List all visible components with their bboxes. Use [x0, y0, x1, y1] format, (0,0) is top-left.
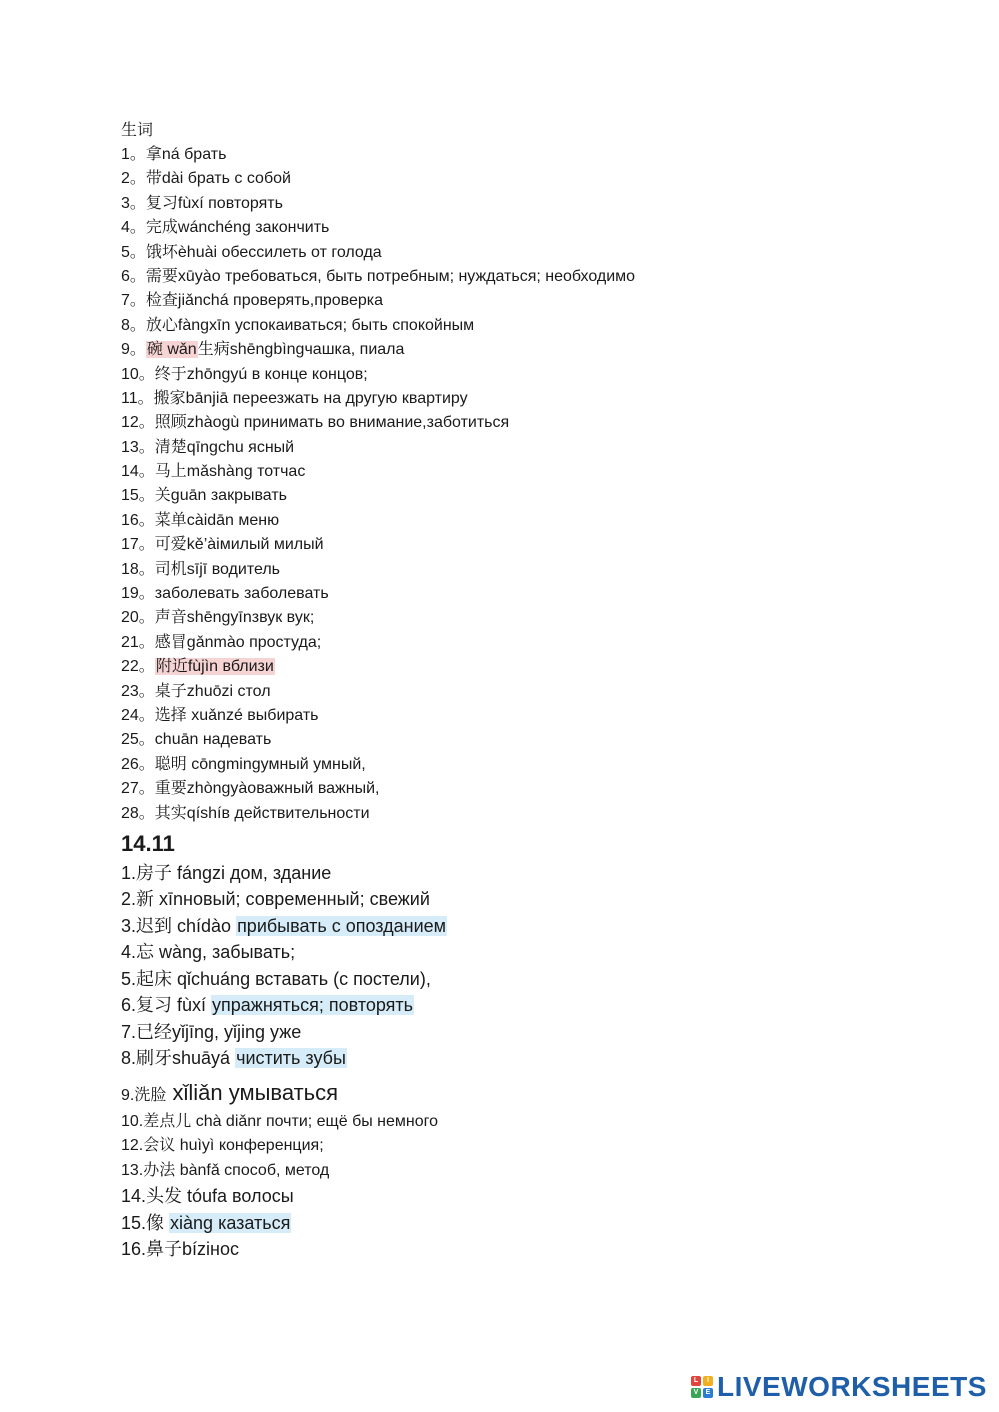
item-prefix: 9.洗脸	[121, 1086, 167, 1104]
item-prefix: 6.复习 fùxí	[121, 995, 212, 1016]
list-item	[121, 338, 981, 362]
list-item: 14。马上mǎshàng тотчас	[121, 463, 306, 481]
list-item: 17。可爱kě’àiмилый милый	[121, 536, 324, 554]
item-prefix: 22。	[121, 658, 155, 676]
vocab-list-2	[121, 860, 981, 1263]
list-item: 4.忘 wàng, забывать;	[121, 942, 296, 963]
list-item	[121, 1210, 981, 1237]
item-prefix: 9。	[121, 341, 146, 359]
list-item: 1。拿ná брать	[121, 146, 227, 163]
logo-tile: L	[691, 1376, 701, 1386]
list-item: 7.已经yǐjīng, yǐjing уже	[121, 1021, 302, 1042]
list-item: 16.鼻子bízінос	[121, 1239, 239, 1260]
item-prefix: 15.像	[121, 1212, 170, 1233]
item-rest: 生病shēngbìngчашка, пиала	[197, 341, 405, 359]
list-item: 27。重要zhòngyàoважный важный,	[121, 780, 380, 798]
list-item: 8。放心fàngxīn успокаиваться; быть спокойным	[121, 316, 475, 334]
list-item: 7。检查jiǎnchá проверять,проверка	[121, 292, 384, 310]
list-item	[121, 913, 981, 940]
worksheet-page	[121, 119, 981, 1263]
list-item	[121, 655, 981, 679]
list-item: 25。chuān надевать	[121, 731, 272, 749]
logo-mark-icon	[691, 1376, 713, 1398]
list-item: 5。饿坏èhuài обессилеть от голода	[121, 243, 382, 261]
list-item: 10.差点儿 chà diǎnr почти; ещё бы немного	[121, 1112, 439, 1130]
list-item: 12.会议 huìyì конференция;	[121, 1137, 324, 1155]
list-item: 26。聪明 cōngmingумный умный,	[121, 755, 366, 773]
list-item: 2。带dài брать с собой	[121, 170, 291, 188]
liveworksheets-logo[interactable]	[691, 1370, 987, 1404]
item-prefix: 3.迟到 chídào	[121, 915, 237, 936]
highlighted-text: 碗 wǎn	[146, 341, 197, 359]
list-item: 13。清楚qīngchu ясный	[121, 438, 295, 456]
list-item: 13.办法 bànfǎ способ, метод	[121, 1161, 330, 1179]
logo-tile: E	[703, 1388, 713, 1398]
list-item: 23。桌子zhuōzi стол	[121, 682, 271, 700]
list-item	[121, 1076, 981, 1110]
logo-tile: V	[691, 1388, 701, 1398]
list-item: 24。选择 xuǎnzé выбирать	[121, 706, 319, 724]
list-item: 16。菜单càidān меню	[121, 511, 280, 529]
list-item: 12。照顾zhàogù принимать во внимание,заботиться	[121, 414, 510, 432]
section-date-heading: 14.11	[121, 830, 175, 856]
list-item: 14.头发 tóufa волосы	[121, 1186, 294, 1207]
list-item: 4。完成wánchéng закончить	[121, 219, 330, 237]
highlighted-text: чистить зубы	[236, 1048, 346, 1069]
list-item	[121, 1045, 981, 1072]
list-item: 28。其实qíshíв действительности	[121, 804, 370, 822]
list-item: 21。感冒gǎnmào простуда;	[121, 633, 322, 651]
list-item: 5.起床 qǐchuáng вставать (с постели),	[121, 968, 431, 989]
list-item: 11。搬家bānjiā переезжать на другую квартиру	[121, 389, 468, 407]
list-item: 19。заболевать заболевать	[121, 585, 329, 603]
list-item: 2.新 xīnновый; современный; свежий	[121, 889, 430, 910]
highlighted-text: прибывать с опозданием	[237, 915, 447, 936]
highlighted-text: упражняться; повторять	[212, 995, 414, 1016]
list-item: 15。关guān закрывать	[121, 487, 288, 505]
list-item: 1.房子 fángzi дом, здание	[121, 862, 332, 883]
list-item: 20。声音shēngyīnзвук вук;	[121, 609, 315, 627]
highlighted-text: 附近fùjìn вблизи	[155, 658, 274, 676]
logo-tile: I	[703, 1376, 713, 1386]
list-item	[121, 992, 981, 1019]
item-prefix: 8.刷牙shuāyá	[121, 1048, 236, 1069]
item-rest: xǐliǎn умываться	[166, 1079, 339, 1105]
vocab-list-1	[121, 143, 981, 826]
logo-text: LIVEWORKSHEETS	[717, 1371, 987, 1402]
vocab-heading: 生词	[121, 122, 154, 139]
list-item: 3。复习fùxí повторять	[121, 194, 283, 212]
highlighted-text: xiàng казаться	[170, 1212, 291, 1233]
list-item: 10。终于zhōngyú в конце концов;	[121, 365, 368, 383]
list-item: 6。需要xūyào требоваться, быть потребным; нуждаться; необходимо	[121, 267, 636, 285]
list-item: 18。司机sījī водитель	[121, 560, 281, 578]
